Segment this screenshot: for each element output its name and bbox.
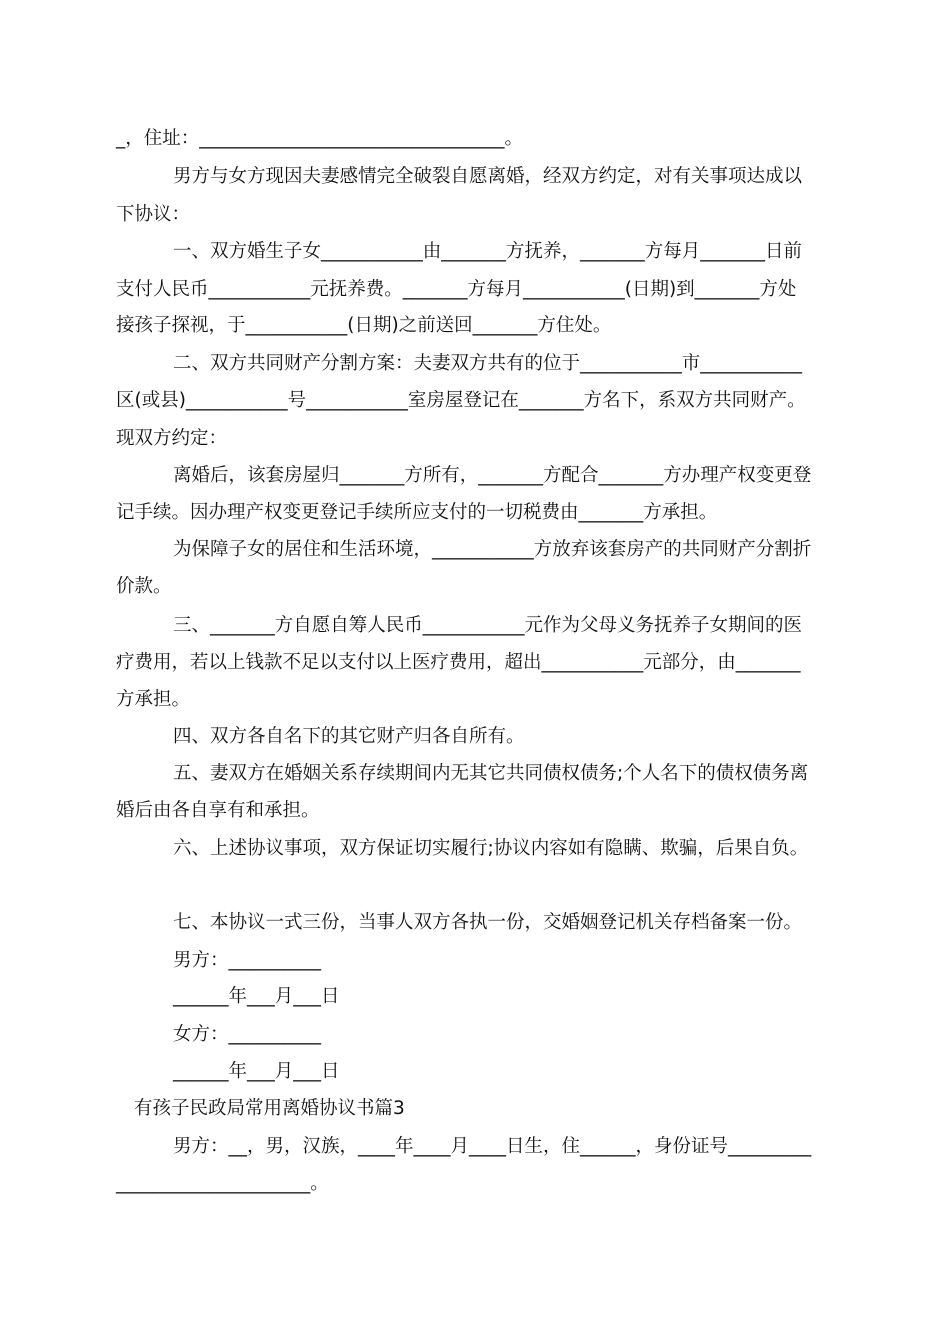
clause-7: 七、本协议一式三份，当事人双方各执一份，交婚姻登记机关存档备案一份。 [173,912,803,933]
clause-1-line-2: 支付人民币___________元抚养费。_______方每月___________(日期)到_______方处 [116,279,797,300]
clause-3-line-1: 三、_______方自愿自筹人民币___________元作为父母义务抚养子女期间的医 [173,615,803,636]
clause-2-line-2: 区(或县)___________号___________室房屋登记在_______方名下，系双方共同财产。 [116,390,806,411]
house-paragraph-line-1: 离婚后，该套房屋归_______方所有，_______方配合_______方办理产权变更登 [173,465,812,486]
clause-5-line-1: 五、妻双方在婚姻关系存续期间内无其它共同债权债务;个人名下的债权债务离 [173,763,809,784]
intro-paragraph-line-2: 下协议： [116,204,191,225]
clause-5-line-2: 婚后由各自享有和承担。 [116,800,320,821]
female-date-line: ______年___月___日 [173,1061,340,1082]
party-male-line-2: _____________________。 [116,1173,329,1194]
party-male-line-1: 男方：__，男，汉族，____年____月____日生，住______，身份证号_________ [173,1136,812,1157]
section-heading: 有孩子民政局常用离婚协议书篇3 [134,1098,405,1119]
clause-2-line-1: 二、双方共同财产分割方案：夫妻双方共有的位于___________市___________ [173,353,803,374]
clause-1-line-3: 接孩子探视，于___________(日期)之前送回_______方住处。 [116,315,612,336]
clause-1-line-1: 一、双方婚生子女___________由_______方抚养，_______方每月_______日前 [173,241,803,262]
male-date-line: ______年___月___日 [173,986,340,1007]
male-signature-line: 男方：__________ [173,950,322,971]
intro-paragraph-line-1: 男方与女方现因夫妻感情完全破裂自愿离婚，经双方约定，对有关事项达成以 [173,166,803,187]
child-housing-line-1: 为保障子女的居住和生活环境，___________方放弃该套房产的共同财产分割折 [173,539,812,560]
house-paragraph-line-2: 记手续。因办理产权变更登记手续所应支付的一切税费由_______方承担。 [116,502,718,523]
female-signature-line: 女方：__________ [173,1024,322,1045]
clause-2-line-3: 现双方约定： [116,428,228,449]
clause-4: 四、双方各自名下的其它财产归各自所有。 [173,726,525,747]
address-line: _，住址：_________________________________。 [116,128,524,149]
clause-6: 六、上述协议事项，双方保证切实履行;协议内容如有隐瞒、欺骗，后果自负。 [173,838,809,859]
clause-3-line-3: 方承担。 [116,689,191,710]
clause-3-line-2: 疗费用，若以上钱款不足以支付以上医疗费用，超出___________元部分，由_______ [116,652,801,673]
child-housing-line-2: 价款。 [116,576,172,597]
